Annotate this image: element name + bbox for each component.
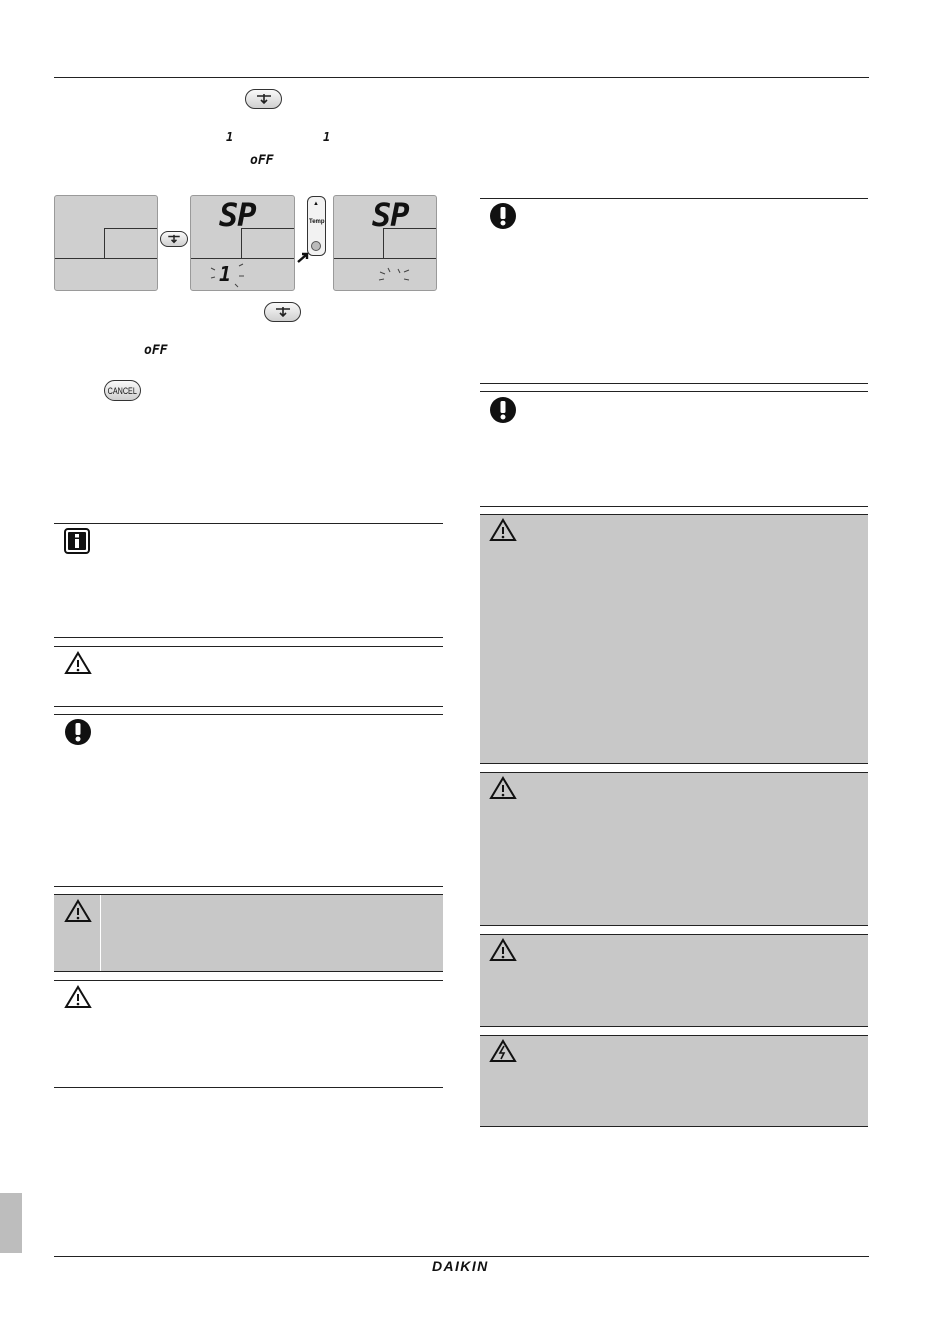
warning-icon: [64, 651, 92, 675]
warning-top-rule: [54, 646, 443, 647]
mode-button-icon: [245, 89, 282, 109]
info-icon: [64, 528, 90, 554]
r-warning-notice-3: [480, 934, 868, 1027]
r-warning-notice-2: [480, 772, 868, 926]
lcd-panel-1: [54, 195, 158, 291]
lcd-sp-text-2: SP: [372, 196, 409, 234]
down-arrow-dot-icon: [311, 241, 321, 251]
lcd-digit-one: 1: [219, 262, 232, 286]
temp-label: Temp: [309, 219, 325, 225]
caution-top-rule: [54, 714, 443, 715]
r-caution2-bottom-rule: [480, 506, 868, 507]
warning-icon: [489, 518, 517, 542]
blink-marks-icon: [209, 262, 249, 288]
digit-one-text: 1: [226, 130, 234, 144]
electrical-hazard-icon: [489, 1039, 517, 1063]
caution-icon: [64, 718, 92, 746]
press-arrow-icon: [297, 250, 311, 264]
warning-icon: [489, 776, 517, 800]
off-text: oFF: [250, 153, 274, 168]
lcd-panel-2: [190, 195, 295, 291]
caution-icon: [489, 396, 517, 424]
header-rule: [54, 77, 869, 78]
mode-button-icon: [264, 302, 301, 322]
r-caution-top-rule: [480, 198, 868, 199]
info-bottom-rule: [54, 637, 443, 638]
off-text-2: oFF: [144, 343, 168, 358]
warning-icon: [64, 899, 92, 923]
mode-button-icon: [160, 231, 188, 247]
warning2-bottom-rule: [54, 1087, 443, 1088]
daikin-logo: DAIKIN: [432, 1258, 489, 1274]
warning-icon: [489, 938, 517, 962]
up-arrow-icon: ▲: [313, 201, 319, 207]
footer-rule: [54, 1256, 869, 1257]
temp-button: [307, 196, 326, 256]
r-warning-notice-1: [480, 514, 868, 764]
lcd-panel-3: [333, 195, 437, 291]
caution-icon: [489, 202, 517, 230]
r-electrical-notice: [480, 1035, 868, 1127]
r-caution-bottom-rule: [480, 383, 868, 384]
cancel-button-icon: [104, 380, 141, 401]
warning-bottom-rule: [54, 706, 443, 707]
side-section-tab: [0, 1193, 22, 1253]
digit-one-text-2: 1: [323, 130, 331, 144]
caution-bottom-rule: [54, 886, 443, 887]
warning-notice-gray: [54, 894, 443, 972]
blink-marks-icon: [376, 266, 414, 288]
warning2-top-rule: [54, 980, 443, 981]
r-caution2-top-rule: [480, 391, 868, 392]
info-top-rule: [54, 523, 443, 524]
warning-icon: [64, 985, 92, 1009]
lcd-sp-text: SP: [219, 196, 256, 234]
cancel-label: CANCEL: [107, 385, 138, 396]
